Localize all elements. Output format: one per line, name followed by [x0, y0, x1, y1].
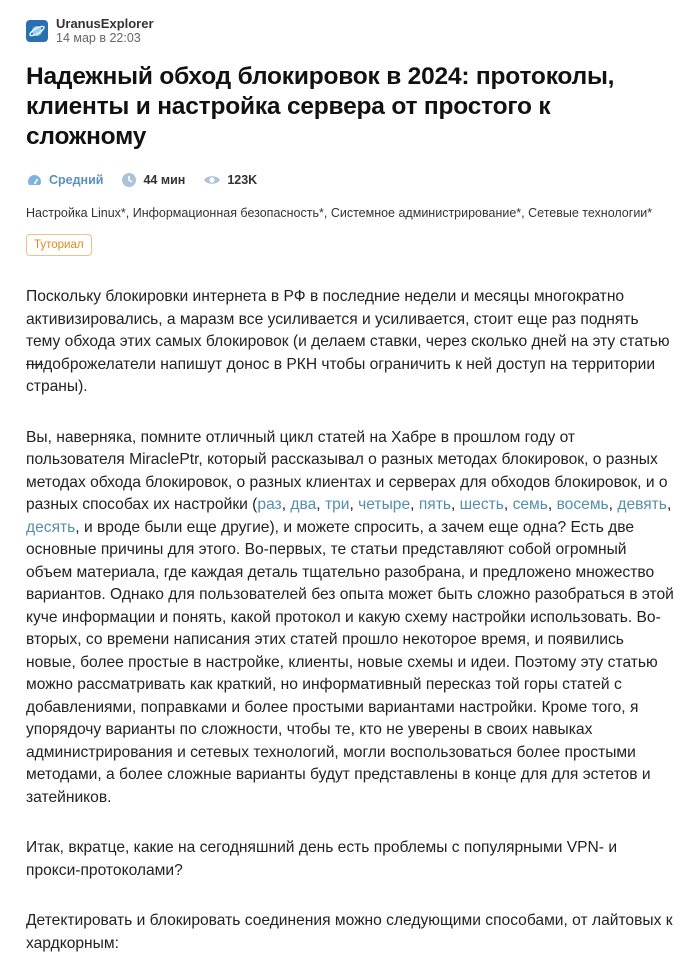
series-link[interactable]: пять: [418, 496, 451, 513]
paragraph-text: доброжелатели напишут донос в РКН чтобы ограничить к ней доступ на территории страны).: [26, 355, 656, 395]
views-count: 123K: [227, 173, 258, 187]
series-link[interactable]: девять: [617, 496, 667, 513]
hub-link[interactable]: Информационная безопасность*: [132, 206, 324, 220]
author-meta: [56, 17, 154, 45]
read-time-label: 44 мин: [143, 173, 186, 187]
series-link[interactable]: два: [290, 496, 317, 513]
series-link[interactable]: четыре: [358, 496, 411, 513]
series-link[interactable]: шесть: [459, 496, 504, 513]
difficulty-label: Средний: [49, 173, 104, 187]
difficulty-stat: [26, 173, 103, 187]
series-link[interactable]: десять: [26, 518, 76, 536]
read-time-stat: [121, 172, 185, 188]
paragraph: Вы, наверняка, помните отличный цикл статей на Хабре в прошлом году от пользователя MiraclePtr, который рассказывал о разных методах блокировок, о разных методах обхода блокировок, о разных клиентах и серверах для обходов блокировок, и о разных способах их настройки (раз, два, три, четыре, пять, шесть, семь, восемь, девять, десять, и вроде были еще другие), и можете спросить, а зачем еще одна? Есть две основные причины для этого. Во-первых, те статьи представляют собой огромный объем материала, где каждая деталь тщательно разобрана, и предложено множество вариантов. Однако для пользователей без опыта может быть сложно разобраться в этой куче информации и понять, какой протокол и какую схему настройки использовать. Во-вторых, со времени написания этих статей прошло некоторое время, и появились новые, более простые в настройке, клиенты, новые схемы и идеи. Поэтому эту статью можно рассматривать как краткий, но информативный пересказ той горы статей с добавлениями, поправками и более простыми вариантами настройки. Кроме того, я упорядочу варианты по сложности, чтобы те, кто не уверены в своих навыках администрирования и сетевых технологий, могли воспользоваться более простыми методами, а более сложные варианты будут представлены в конце для для эстетов и затейников.: [26, 428, 674, 806]
author-name[interactable]: UranusExplorer: [56, 16, 154, 31]
series-link[interactable]: раз: [257, 496, 282, 513]
hub-link[interactable]: Сетевые технологии*: [528, 206, 653, 220]
series-link[interactable]: семь: [512, 496, 548, 513]
article-title[interactable]: Надежный обход блокировок в 2024: протоколы, клиенты и настройка сервера от простого к сложному: [26, 63, 615, 150]
paragraph: [26, 286, 674, 399]
paragraph-text: Вы, наверняка, помните отличный цикл статей на Хабре в прошлом году от пользователя MiraclePtr, который рассказывал о разных методах блокировок, о разных методах обхода блокировок, о разных клиентах и серверах для обходов блокировок, и о разных способах их настройки (: [26, 428, 668, 513]
difficulty-gauge-icon: [26, 173, 43, 187]
views-stat: [203, 173, 257, 187]
series-link[interactable]: три: [324, 496, 350, 513]
badge-wrap: [26, 234, 674, 256]
planet-logo-icon[interactable]: [26, 20, 48, 42]
eye-icon: [203, 173, 221, 187]
series-link[interactable]: восемь: [556, 496, 609, 513]
hub-list: Настройка Linux*, Информационная безопасность*, Системное администрирование*, Сетевые технологии*: [26, 206, 653, 220]
paragraph: Итак, вкратце, какие на сегодняшний день есть проблемы с популярными VPN- и прокси-протоколами?: [26, 839, 618, 879]
author-row: [26, 16, 674, 46]
hub-link[interactable]: Настройка Linux*: [26, 206, 126, 220]
article-stats: [26, 170, 674, 190]
hub-link[interactable]: Системное администрирование*: [330, 206, 522, 220]
article-type-badge: Туториал: [26, 234, 92, 256]
post-time: 14 мар в 22:03: [56, 31, 141, 45]
paragraph-text: Поскольку блокировки интернета в РФ в последние недели и месяцы многократно активизировались, а маразм все усиливается и усиливается, стоит еще раз поднять тему обхода этих самых блокировок (и делаем ставки, через сколько дней на эту статью: [26, 288, 670, 350]
paragraph-text: , и вроде были еще другие), и можете спросить, а зачем еще одна? Есть две основные причины для этого. Во-первых, те статьи представляют собой огромный объем материала, где каждая деталь тщательно разобрана, и предложено множество вариантов. Однако для пользователей без опыта может быть сложно разобраться в этой куче информации и понять, какой протокол и какую схему настройки использовать. Во-вторых, со времени написания этих статей прошло некоторое время, и появились новые, более простые в настройке, клиенты, новые схемы и идеи. Поэтому эту статью можно рассматривать как краткий, но информативный пересказ той горы статей с добавлениями, поправками и более простыми вариантами настройки. Кроме того, я упорядочу варианты по сложности, чтобы те, кто не уверены в своих навыках администрирования и сетевых технологий, могли воспользоваться более простыми методами, а более сложные варианты будут представлены в конце для для эстетов и затейников.: [26, 518, 674, 806]
paragraph: Детектировать и блокировать соединения можно следующими способами, от лайтовых к хардкорным:: [26, 912, 673, 952]
article-body: [26, 286, 674, 955]
clock-icon: [121, 172, 137, 188]
strikethrough-text: пи: [26, 355, 44, 373]
